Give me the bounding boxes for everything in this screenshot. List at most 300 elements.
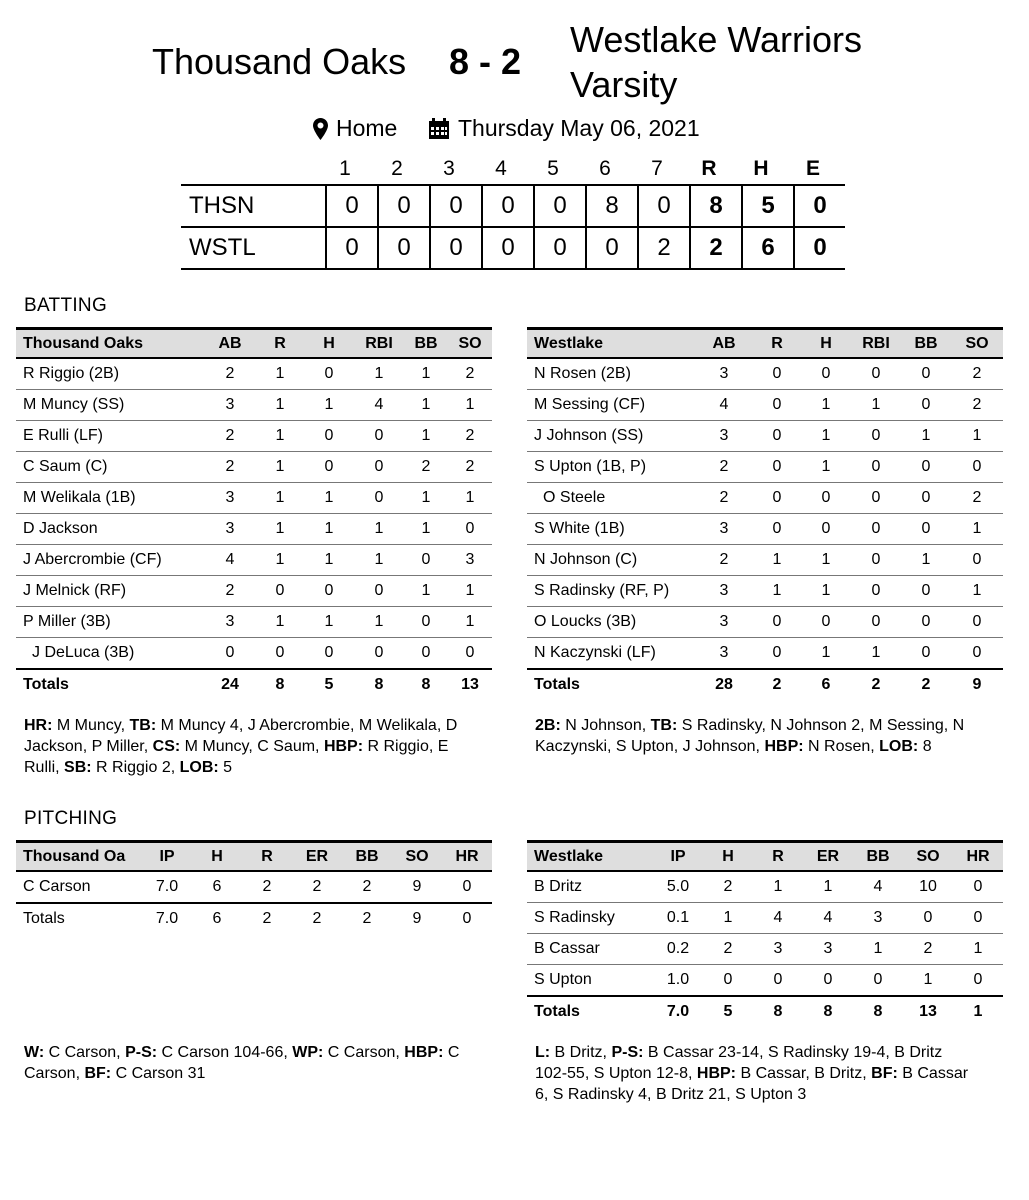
stat-cell: 7.0 bbox=[155, 878, 179, 895]
stat-cell: 1 bbox=[256, 607, 304, 638]
player-row bbox=[527, 514, 1003, 545]
stat-column-header: SO bbox=[951, 329, 1003, 359]
stat-column-header: H bbox=[801, 329, 851, 359]
note-label: HBP: bbox=[323, 738, 364, 755]
total-cell: 1 bbox=[953, 996, 1003, 1027]
note-text: B Cassar 23-14, S Radinsky 19-4, B Dritz 102-55, S Upton 12-8, bbox=[535, 1044, 943, 1082]
table-header-row bbox=[16, 329, 492, 359]
stat-cell: 0 bbox=[304, 421, 354, 452]
stat-cell: 2 bbox=[951, 390, 1003, 421]
stat-cell: 0 bbox=[448, 514, 492, 545]
stat-cell: 1 bbox=[951, 514, 1003, 545]
inning-score: 8 bbox=[586, 185, 638, 227]
stat-cell: 1 bbox=[256, 452, 304, 483]
stat-cell: 3 bbox=[695, 358, 753, 390]
stat-cell: 0 bbox=[354, 483, 404, 514]
stat-cell: 1 bbox=[354, 607, 404, 638]
stat-cell: 0 bbox=[823, 971, 833, 988]
inning-score: 0 bbox=[638, 185, 690, 227]
note-text: S Radinsky, N Johnson 2, M Sessing, N Kaczynski, S Upton, J Johnson, bbox=[535, 717, 965, 755]
stat-cell: 1 bbox=[901, 421, 951, 452]
total-cell: 8 bbox=[354, 669, 404, 700]
player-name: N Johnson (C) bbox=[527, 545, 695, 576]
stat-cell: 0 bbox=[851, 545, 901, 576]
stat-cell: 1 bbox=[448, 483, 492, 514]
player-row bbox=[527, 483, 1003, 514]
player-row bbox=[527, 421, 1003, 452]
stat-cell: 2 bbox=[204, 358, 256, 390]
away-pitching-table bbox=[527, 840, 1003, 1027]
stat-column-header: SO bbox=[392, 842, 442, 872]
stat-column-header: BB bbox=[404, 329, 448, 359]
stat-cell: 0 bbox=[753, 390, 801, 421]
stat-cell: 4 bbox=[695, 390, 753, 421]
note-label: BF: bbox=[84, 1065, 112, 1082]
stat-cell: 1 bbox=[304, 607, 354, 638]
stat-cell: 1 bbox=[304, 390, 354, 421]
stat-cell: 0 bbox=[421, 644, 431, 661]
batting-section-title: BATTING bbox=[24, 295, 108, 316]
player-name: S Radinsky (RF, P) bbox=[527, 576, 695, 607]
inning-header: 2 bbox=[391, 157, 403, 180]
stat-column-header: HR bbox=[442, 842, 492, 872]
stat-column-header: AB bbox=[204, 329, 256, 359]
note-label: TB: bbox=[129, 717, 157, 734]
player-row bbox=[527, 638, 1003, 670]
table-header-row bbox=[527, 329, 1003, 359]
stat-cell: 0 bbox=[304, 358, 354, 390]
stat-cell: 5.0 bbox=[653, 871, 703, 903]
stat-cell: 0 bbox=[901, 358, 951, 390]
note-label: BF: bbox=[871, 1065, 898, 1082]
note-text: C Carson 104-66, bbox=[157, 1044, 293, 1061]
stat-cell: 2 bbox=[951, 483, 1003, 514]
total-cell: 2 bbox=[851, 669, 901, 700]
stat-column-header: ER bbox=[292, 842, 342, 872]
stat-column-header: IP bbox=[142, 842, 192, 872]
stat-cell: 0 bbox=[953, 871, 1003, 903]
player-name: S White (1B) bbox=[527, 514, 695, 545]
player-name: N Kaczynski (LF) bbox=[534, 644, 656, 661]
map-pin-icon bbox=[313, 118, 328, 140]
inning-header: 6 bbox=[599, 157, 611, 180]
note-text: M Muncy, bbox=[52, 717, 130, 734]
inning-header: 3 bbox=[443, 157, 455, 180]
inning-score: 0 bbox=[430, 185, 482, 227]
stat-cell: 0 bbox=[901, 390, 951, 421]
stat-cell: 1 bbox=[404, 576, 448, 607]
stat-cell: 1 bbox=[703, 903, 753, 934]
inning-score: 0 bbox=[482, 185, 534, 227]
total-cell: 0 bbox=[442, 903, 492, 934]
inning-score: 0 bbox=[378, 185, 430, 227]
player-row bbox=[527, 545, 1003, 576]
note-label: CS: bbox=[152, 738, 181, 755]
stat-cell: 2 bbox=[404, 452, 448, 483]
note-label: 2B: bbox=[535, 717, 561, 734]
stat-cell: 4 bbox=[753, 903, 803, 934]
stat-cell: 9 bbox=[412, 878, 422, 895]
table-header-row bbox=[527, 842, 1003, 872]
stat-cell: 1 bbox=[304, 545, 354, 576]
player-row bbox=[527, 903, 1003, 934]
note-text: N Johnson, bbox=[560, 717, 651, 734]
team-column-header: Westlake bbox=[527, 842, 653, 872]
player-row bbox=[16, 390, 492, 421]
inning-score: 2 bbox=[638, 227, 690, 269]
away-pitching-notes bbox=[535, 1042, 975, 1105]
stat-cell: 1 bbox=[801, 390, 851, 421]
stat-cell: 1 bbox=[404, 421, 448, 452]
stat-cell: 1 bbox=[404, 390, 448, 421]
stat-cell: 1 bbox=[404, 358, 448, 390]
stat-cell: 0 bbox=[753, 358, 801, 390]
stat-cell: 2 bbox=[695, 452, 753, 483]
stat-cell: 0 bbox=[951, 545, 1003, 576]
player-row bbox=[16, 514, 492, 545]
stat-cell: 0 bbox=[973, 971, 983, 988]
stat-cell: 4 bbox=[204, 545, 256, 576]
stat-cell: 0 bbox=[851, 576, 901, 607]
stat-cell: 3 bbox=[204, 390, 256, 421]
stat-cell: 1 bbox=[801, 452, 851, 483]
stat-cell: 1 bbox=[256, 358, 304, 390]
hits-total: 5 bbox=[742, 185, 794, 227]
stat-cell: 0 bbox=[354, 421, 404, 452]
stat-cell: 2 bbox=[695, 483, 753, 514]
note-label: L: bbox=[535, 1044, 551, 1061]
player-row bbox=[527, 607, 1003, 638]
totals-row bbox=[16, 903, 492, 934]
stat-cell: 2 bbox=[448, 358, 492, 390]
stat-cell: 0 bbox=[851, 358, 901, 390]
player-row bbox=[16, 638, 492, 670]
stat-cell: 2 bbox=[204, 421, 256, 452]
player-name: J DeLuca (3B) bbox=[32, 644, 135, 661]
stat-cell: 1 bbox=[354, 358, 404, 390]
note-label: HBP: bbox=[404, 1044, 444, 1061]
stat-cell: 0 bbox=[723, 971, 733, 988]
note-text: C Carson, bbox=[323, 1044, 405, 1061]
totals-label: Totals bbox=[16, 669, 204, 700]
stat-cell: 2 bbox=[448, 452, 492, 483]
game-date bbox=[428, 115, 700, 142]
player-row bbox=[16, 576, 492, 607]
note-text: M Muncy 4, J Abercrombie, M Welikala, D Jackson, P Miller, bbox=[24, 717, 458, 755]
total-cell: 8 bbox=[256, 669, 304, 700]
stat-cell: 0 bbox=[921, 644, 931, 661]
away-team-level: Varsity bbox=[570, 64, 678, 105]
stat-cell: 0 bbox=[901, 576, 951, 607]
player-name: J Johnson (SS) bbox=[527, 421, 695, 452]
total-cell: 2 bbox=[753, 669, 801, 700]
total-cell: 8 bbox=[753, 996, 803, 1027]
player-name: B Dritz bbox=[527, 871, 653, 903]
stat-column-header: AB bbox=[695, 329, 753, 359]
runs-total: 8 bbox=[690, 185, 742, 227]
stat-cell: 0 bbox=[324, 644, 334, 661]
line-score-row bbox=[181, 227, 845, 269]
calendar-icon bbox=[428, 118, 450, 140]
home-pitching-table bbox=[16, 840, 492, 934]
stat-cell: 1 bbox=[951, 576, 1003, 607]
player-name: C Carson bbox=[23, 878, 91, 895]
inning-score: 0 bbox=[326, 185, 378, 227]
stat-cell: 0 bbox=[773, 971, 783, 988]
stat-column-header: R bbox=[753, 842, 803, 872]
note-text: R Riggio, E Rulli, bbox=[24, 738, 449, 776]
note-label: W: bbox=[24, 1044, 45, 1061]
stat-cell: 1 bbox=[304, 483, 354, 514]
home-batting-notes bbox=[24, 715, 464, 778]
stat-cell: 1 bbox=[753, 576, 801, 607]
total-cell: 5 bbox=[703, 996, 753, 1027]
errors-total: 0 bbox=[794, 227, 845, 269]
note-text: 8 bbox=[918, 738, 932, 755]
stat-cell: 1 bbox=[256, 390, 304, 421]
stat-cell: 10 bbox=[903, 871, 953, 903]
stat-cell: 0 bbox=[753, 514, 801, 545]
player-row bbox=[16, 421, 492, 452]
note-text: C Carson, bbox=[44, 1044, 126, 1061]
player-name: C Saum (C) bbox=[16, 452, 204, 483]
note-label: WP: bbox=[292, 1044, 324, 1061]
stat-cell: 3 bbox=[719, 644, 729, 661]
player-row bbox=[16, 607, 492, 638]
total-cell: 2 bbox=[242, 903, 292, 934]
stat-column-header: H bbox=[703, 842, 753, 872]
note-label: LOB: bbox=[179, 759, 219, 776]
total-cell: 24 bbox=[204, 669, 256, 700]
totals-row bbox=[527, 996, 1003, 1027]
total-cell: 13 bbox=[903, 996, 953, 1027]
player-name: J Abercrombie (CF) bbox=[16, 545, 204, 576]
line-score-table bbox=[181, 184, 845, 270]
player-row bbox=[527, 576, 1003, 607]
player-name: E Rulli (LF) bbox=[16, 421, 204, 452]
stat-cell: 0 bbox=[304, 452, 354, 483]
player-name: M Welikala (1B) bbox=[16, 483, 204, 514]
hits-header: H bbox=[753, 157, 769, 180]
stat-cell: 1 bbox=[953, 934, 1003, 965]
stat-cell: 0 bbox=[901, 483, 951, 514]
note-label: LOB: bbox=[879, 738, 919, 755]
player-name: R Riggio (2B) bbox=[16, 358, 204, 390]
stat-cell: 1 bbox=[404, 514, 448, 545]
team-column-header: Westlake bbox=[527, 329, 695, 359]
stat-cell: 0 bbox=[851, 514, 901, 545]
inning-score: 0 bbox=[586, 227, 638, 269]
stat-cell: 4 bbox=[354, 390, 404, 421]
pitching-section-title: PITCHING bbox=[24, 808, 118, 829]
stat-cell: 1 bbox=[801, 545, 851, 576]
note-text: B Dritz, bbox=[550, 1044, 612, 1061]
inning-header: 1 bbox=[339, 157, 351, 180]
player-row bbox=[16, 358, 492, 390]
note-label: HBP: bbox=[696, 1065, 736, 1082]
team-abbr: WSTL bbox=[181, 227, 326, 269]
player-name: M Muncy (SS) bbox=[16, 390, 204, 421]
stat-cell: 2 bbox=[951, 358, 1003, 390]
stat-cell: 1 bbox=[901, 545, 951, 576]
team-abbr: THSN bbox=[181, 185, 326, 227]
stat-cell: 1 bbox=[448, 576, 492, 607]
stat-cell: 0 bbox=[951, 452, 1003, 483]
note-text: 5 bbox=[218, 759, 233, 776]
total-cell: 9 bbox=[392, 903, 442, 934]
stat-column-header: H bbox=[192, 842, 242, 872]
total-cell: 8 bbox=[853, 996, 903, 1027]
away-team-name: Westlake Warriors bbox=[570, 19, 863, 60]
stat-cell: 1 bbox=[256, 421, 304, 452]
stat-cell: 2 bbox=[448, 421, 492, 452]
stat-cell: 1 bbox=[354, 514, 404, 545]
stat-cell: 1 bbox=[753, 545, 801, 576]
totals-label: Totals bbox=[527, 996, 653, 1027]
stat-cell: 2 bbox=[703, 934, 753, 965]
stat-cell: 1 bbox=[404, 483, 448, 514]
stat-cell: 3 bbox=[695, 421, 753, 452]
note-text: R Riggio 2, bbox=[91, 759, 180, 776]
note-text: N Rosen, bbox=[803, 738, 880, 755]
player-name: J Melnick (RF) bbox=[16, 576, 204, 607]
total-cell: 8 bbox=[404, 669, 448, 700]
stat-cell: 4 bbox=[853, 871, 903, 903]
stat-cell: 3 bbox=[204, 607, 256, 638]
stat-cell: 0 bbox=[851, 452, 901, 483]
stat-cell: 0.2 bbox=[653, 934, 703, 965]
stat-cell: 3 bbox=[204, 514, 256, 545]
player-row bbox=[16, 545, 492, 576]
stat-column-header: R bbox=[256, 329, 304, 359]
inning-score: 0 bbox=[326, 227, 378, 269]
stat-cell: 0 bbox=[972, 644, 982, 661]
note-text: M Muncy, C Saum, bbox=[180, 738, 324, 755]
stat-cell: 1 bbox=[448, 607, 492, 638]
stat-cell: 0 bbox=[354, 576, 404, 607]
note-label: TB: bbox=[650, 717, 678, 734]
line-score-row bbox=[181, 185, 845, 227]
stat-cell: 0 bbox=[851, 483, 901, 514]
stat-column-header: H bbox=[304, 329, 354, 359]
stat-cell: 3 bbox=[753, 934, 803, 965]
note-text: B Cassar, B Dritz, bbox=[736, 1065, 872, 1082]
stat-cell: 2 bbox=[703, 871, 753, 903]
stat-cell: 0 bbox=[753, 607, 801, 638]
date-label: Thursday May 06, 2021 bbox=[458, 115, 700, 141]
note-label: SB: bbox=[64, 759, 92, 776]
stat-cell: 0 bbox=[901, 607, 951, 638]
inning-header: 5 bbox=[547, 157, 559, 180]
player-row bbox=[16, 483, 492, 514]
stat-cell: 1 bbox=[923, 971, 933, 988]
stat-cell: 3 bbox=[695, 607, 753, 638]
stat-cell: 1 bbox=[448, 390, 492, 421]
stat-column-header: R bbox=[242, 842, 292, 872]
total-cell: 8 bbox=[803, 996, 853, 1027]
stat-cell: 0 bbox=[404, 607, 448, 638]
away-batting-table bbox=[527, 327, 1003, 700]
inning-score: 0 bbox=[430, 227, 482, 269]
inning-score: 0 bbox=[378, 227, 430, 269]
stat-cell: 0.1 bbox=[653, 903, 703, 934]
total-cell: 2 bbox=[342, 903, 392, 934]
stat-cell: 1 bbox=[801, 576, 851, 607]
total-cell: 13 bbox=[448, 669, 492, 700]
stat-cell: 0 bbox=[462, 878, 472, 895]
stat-cell: 0 bbox=[404, 545, 448, 576]
player-row bbox=[16, 452, 492, 483]
total-cell: 6 bbox=[801, 669, 851, 700]
stat-cell: 1 bbox=[871, 644, 881, 661]
inning-score: 0 bbox=[534, 185, 586, 227]
total-cell: 6 bbox=[192, 903, 242, 934]
stat-cell: 0 bbox=[903, 903, 953, 934]
stat-cell: 0 bbox=[901, 452, 951, 483]
note-text: B Cassar 6, S Radinsky 4, B Dritz 21, S Upton 3 bbox=[535, 1065, 969, 1103]
away-batting-notes bbox=[535, 715, 975, 757]
inning-score: 0 bbox=[534, 227, 586, 269]
stat-cell: 0 bbox=[304, 576, 354, 607]
stat-cell: 1 bbox=[851, 390, 901, 421]
player-row bbox=[527, 965, 1003, 997]
player-row bbox=[16, 871, 492, 903]
stat-cell: 2 bbox=[204, 452, 256, 483]
note-label: HR: bbox=[24, 717, 53, 734]
table-header-row bbox=[16, 842, 492, 872]
total-cell: 7.0 bbox=[142, 903, 192, 934]
stat-cell: 0 bbox=[753, 452, 801, 483]
total-cell: 7.0 bbox=[653, 996, 703, 1027]
stat-cell: 0 bbox=[354, 452, 404, 483]
note-label: HBP: bbox=[764, 738, 804, 755]
stat-cell: 0 bbox=[225, 644, 235, 661]
stat-cell: 3 bbox=[695, 576, 753, 607]
note-label: P-S: bbox=[125, 1044, 158, 1061]
stat-cell: 1 bbox=[821, 644, 831, 661]
stat-cell: 0 bbox=[275, 644, 285, 661]
stat-cell: 0 bbox=[873, 971, 883, 988]
note-label: P-S: bbox=[611, 1044, 644, 1061]
stat-cell: 0 bbox=[953, 903, 1003, 934]
player-name: S Radinsky bbox=[527, 903, 653, 934]
stat-column-header: SO bbox=[448, 329, 492, 359]
stat-cell: 0 bbox=[256, 576, 304, 607]
player-name: O Loucks (3B) bbox=[527, 607, 695, 638]
errors-header: E bbox=[805, 157, 820, 180]
home-pitching-notes bbox=[24, 1042, 464, 1084]
stat-cell: 1 bbox=[853, 934, 903, 965]
stat-cell: 2 bbox=[204, 576, 256, 607]
stat-cell: 1 bbox=[803, 871, 853, 903]
stat-cell: 1 bbox=[801, 421, 851, 452]
stat-cell: 4 bbox=[803, 903, 853, 934]
stat-cell: 0 bbox=[951, 607, 1003, 638]
final-score: 8 - 2 bbox=[449, 41, 522, 82]
stat-column-header: R bbox=[753, 329, 801, 359]
player-row bbox=[527, 871, 1003, 903]
stat-column-header: ER bbox=[803, 842, 853, 872]
hits-total: 6 bbox=[742, 227, 794, 269]
totals-row bbox=[16, 669, 492, 700]
stat-cell: 2 bbox=[695, 545, 753, 576]
player-name: S Upton bbox=[534, 971, 592, 988]
stat-cell: 3 bbox=[204, 483, 256, 514]
inning-score: 0 bbox=[482, 227, 534, 269]
stat-cell: 1 bbox=[354, 545, 404, 576]
player-name: D Jackson bbox=[16, 514, 204, 545]
stat-cell: 0 bbox=[901, 514, 951, 545]
